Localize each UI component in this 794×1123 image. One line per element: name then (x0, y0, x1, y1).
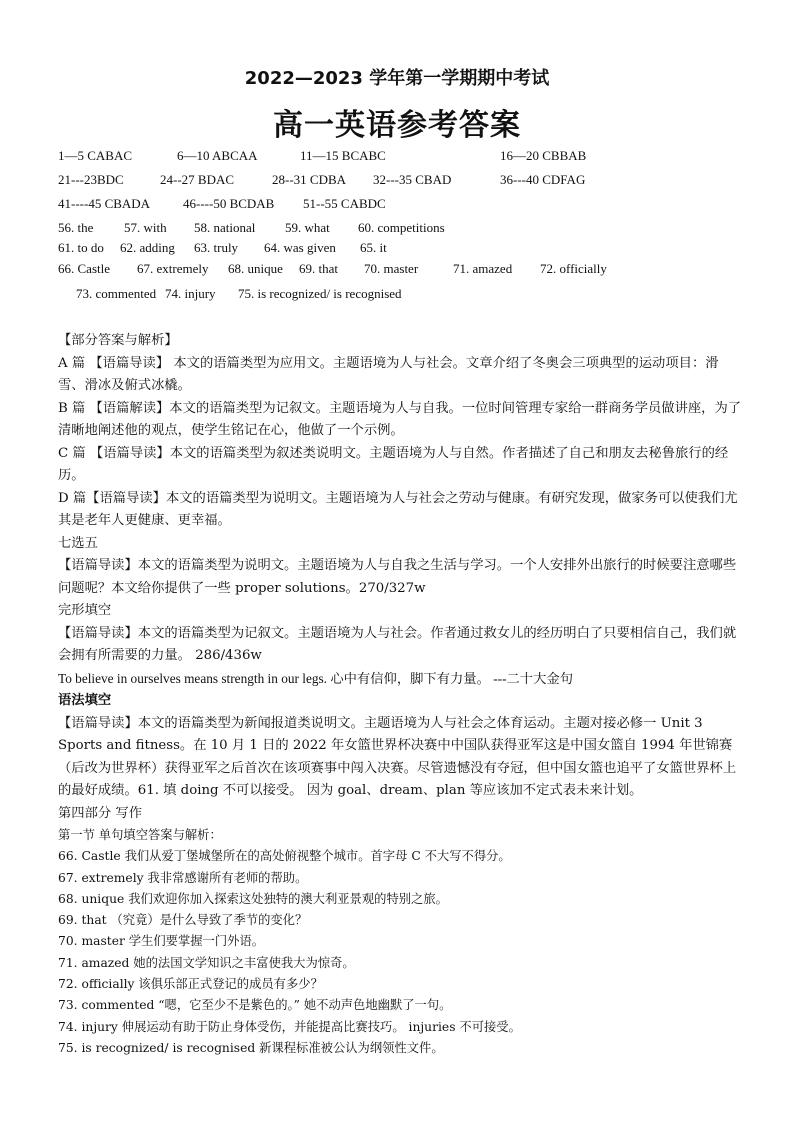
answer-item: 74. injury (165, 286, 216, 301)
answer-group: 28--31 CDBA (272, 172, 347, 187)
answer-group: 51--55 CABDC (303, 196, 386, 211)
answer-item: 68. unique (228, 261, 283, 276)
list-item: 67. extremely 我非常感谢所有老师的帮助。 (58, 870, 308, 885)
list-item: 69. that （究竟）是什么导致了季节的变化？ (58, 913, 308, 928)
answer-group: 1—5 CABAC (58, 148, 133, 163)
answer-group: 11—15 BCABC (300, 148, 386, 163)
seven-choose-five-note: 【语篇导读】本文的语篇类型为说明文。主题语境为人与自我之生活与学习。一个人安排外出旅行的时候要注意哪些问题呢？本文给你提供了一些 proper solutions。270/327w (58, 558, 737, 596)
list-item: 70. master 学生们要掌握一门外语。 (58, 934, 265, 949)
passage-a-note: A 篇 【语篇导读】 本文的语篇类型为应用文。主题语境为人与社会。文章介绍了冬奥会三项典型的运动项目：滑雪、滑冰及俯式冰橇。 (58, 355, 719, 393)
answer-item: 69. that (299, 261, 338, 276)
part-four-heading: 第四部分 写作 (58, 805, 143, 821)
list-item: 68. unique 我们欢迎你加入探索这处独特的澳大利亚景观的特别之旅。 (58, 891, 448, 906)
passage-b-note: B 篇 【语篇解读】本文的语篇类型为记叙文。主题语境为人与自我。一位时间管理专家给一群商务学员做讲座，为了清晰地阐述他的观点，使学生铭记在心，他做了一个示例。 (58, 400, 742, 438)
list-item: 72. officially 该俱乐部正式登记的成员有多少？ (58, 977, 323, 992)
list-item: 75. is recognized/ is recognised 新课程标准被公认为纲领性文件。 (58, 1040, 444, 1055)
list-item: 66. Castle 我们从爱丁堡城堡所在的高处俯视整个城市。首字母 C 不大写不得分。 (58, 849, 511, 864)
answer-item: 57. with (124, 220, 167, 235)
cloze-heading: 完形填空 (58, 603, 112, 618)
answer-item: 65. it (360, 240, 387, 255)
analysis-heading: 【部分答案与解析】 (58, 333, 178, 348)
quote-line: To believe in ourselves means strength in our legs. 心中有信仰，脚下有力量。 ---二十大金句 (58, 670, 573, 686)
answer-item: 56. the (58, 220, 94, 235)
answer-item: 70. master (364, 261, 419, 276)
answer-item: 66. Castle (58, 261, 110, 276)
answer-group: 21---23BDC (58, 172, 124, 187)
answer-item: 60. competitions (358, 220, 445, 235)
list-item: 74. injury 伸展运动有助于防止身体受伤，并能提高比赛技巧。 injuries 不可接受。 (58, 1019, 521, 1034)
answer-item: 64. was given (264, 240, 336, 255)
answer-item: 58. national (194, 220, 256, 235)
analysis-section (58, 330, 744, 1059)
answer-group: 32---35 CBAD (373, 172, 452, 187)
list-item: 71. amazed 她的法国文学知识之丰富使我大为惊奇。 (58, 955, 355, 970)
answer-group: 16—20 CBBAB (500, 148, 587, 163)
answer-item: 75. is recognized/ is recognised (238, 286, 402, 301)
answer-item: 59. what (285, 220, 330, 235)
answer-item: 71. amazed (453, 261, 513, 276)
answer-item: 73. commented (76, 286, 157, 301)
answer-group: 41----45 CBADA (58, 196, 151, 211)
grammar-fill-heading: 语法填空 (58, 693, 112, 708)
exam-title: 2022—2023 学年第一学期期中考试 (244, 68, 550, 89)
answer-item: 67. extremely (137, 261, 209, 276)
answer-item: 62. adding (120, 240, 175, 255)
grammar-fill-note: 【语篇导读】本文的语篇类型为新闻报道类说明文。主题语境为人与社会之体育运动。主题对接必修一 Unit 3 Sports and fitness。在 10 月 1 日的 2022 年女篮世界杯决赛中中国队获得亚军这是中国女篮自 1994 年世锦赛（后改为世界杯）获得亚军之后首次在该项赛事中闯入决赛。尽管遗憾没有夺冠，但中国女篮也追平了女篮世界杯上的最好成绩。61. 填 doing 不可以接受。 因为 goal、dream、plan 等应该加不定式表未来计划。 (58, 715, 737, 798)
passage-d-note: D 篇【语篇导读】本文的语篇类型为说明文。主题语境为人与社会之劳动与健康。有研究发现，做家务可以使我们尤其是老年人更健康、更幸福。 (58, 490, 738, 528)
answer-group: 36---40 CDFAG (500, 172, 586, 187)
answer-group: 6—10 ABCAA (177, 148, 258, 163)
answer-item: 63. truly (194, 240, 239, 255)
cloze-note: 【语篇导读】本文的语篇类型为记叙文。主题语境为人与社会。作者通过救女儿的经历明白了只要相信自己，我们就会拥有所需要的力量。 286/436w (58, 625, 737, 663)
section-one-heading: 第一节 单句填空答案与解析： (58, 828, 222, 842)
passage-c-note: C 篇 【语篇导读】本文的语篇类型为叙述类说明文。主题语境为人与自然。作者描述了自己和朋友去秘鲁旅行的经历。 (58, 445, 729, 483)
answer-group: 24--27 BDAC (160, 172, 235, 187)
answer-item: 61. to do (58, 240, 104, 255)
seven-choose-five-heading: 七选五 (58, 535, 98, 551)
answer-group: 46----50 BCDAB (183, 196, 275, 211)
list-item: 73. commented “嗯，它至少不是紫色的。” 她不动声色地幽默了一句。 (58, 998, 452, 1013)
page-title: 高一英语参考答案 (273, 108, 521, 143)
answer-item: 72. officially (540, 261, 607, 276)
